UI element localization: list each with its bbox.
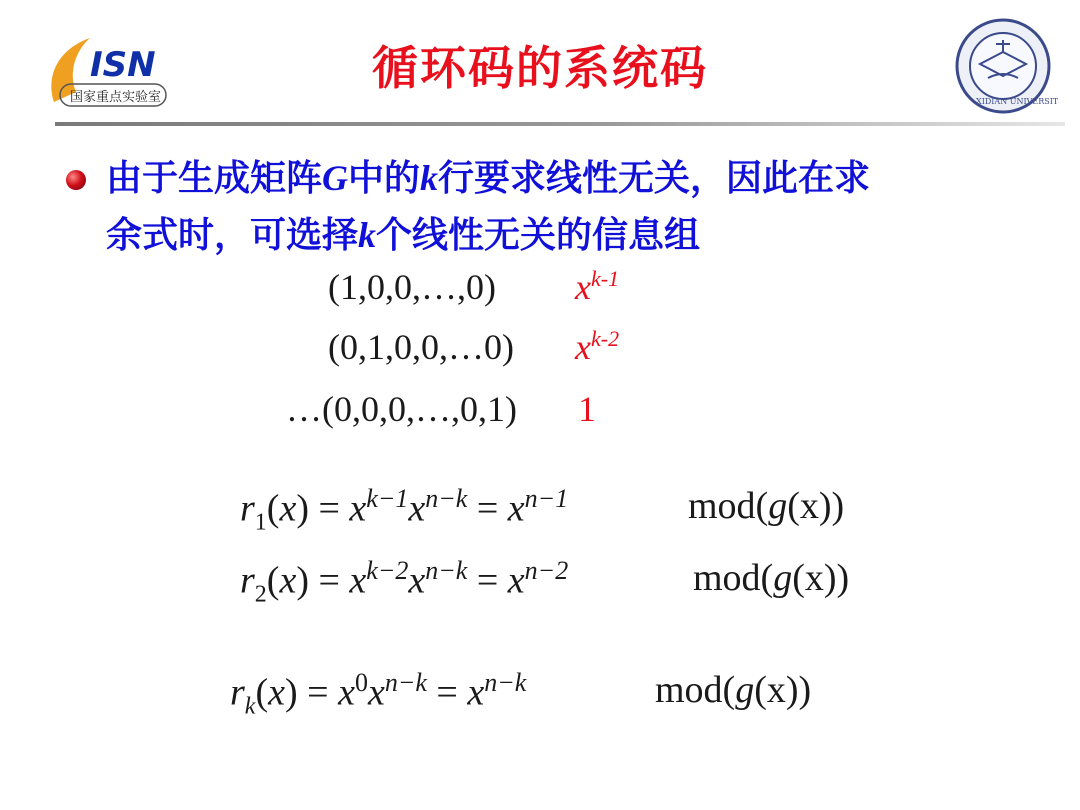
isn-lab-logo — [40, 20, 170, 115]
seal-caption: XIDIAN UNIVERSITY — [976, 97, 1058, 106]
equation-r1: $r_1(x) = x^{k-1}x^{n-k} = x^{n-1}$ — [240, 484, 569, 536]
bullet-icon — [66, 170, 86, 190]
logo-isn-text: ISN — [90, 45, 156, 85]
header-divider — [55, 122, 1065, 126]
slide-title: 循环码的系统码 — [372, 41, 708, 95]
university-seal — [948, 16, 1058, 116]
logo-caption: 国家重点实验室 — [70, 90, 162, 105]
info-vector-1: (1,0,0,…,0) — [328, 267, 496, 307]
monomial-k: 1 — [578, 389, 596, 429]
mod-r2: mod(g(x)) — [693, 557, 850, 599]
equation-rk: $r_k(x) = x^0x^{n-k} = x^{n-k}$ — [230, 668, 527, 720]
info-vector-k: …(0,0,0,…,0,1) — [286, 389, 517, 429]
monomial-1: $x^{k-1}$ — [575, 266, 620, 307]
mod-rk: mod(g(x)) — [655, 669, 812, 711]
equation-r2: $r_2(x) = x^{k-2}x^{n-k} = x^{n-2}$ — [240, 556, 569, 608]
info-vector-2: (0,1,0,0,…0) — [328, 327, 514, 367]
mod-r1: mod(g(x)) — [688, 485, 845, 527]
bullet-text: 由于生成矩阵G中的k行要求线性无关，因此在求 余式时，可选择k个线性无关的信息组 — [106, 158, 871, 256]
monomial-2: $x^{k-2}$ — [575, 326, 620, 367]
